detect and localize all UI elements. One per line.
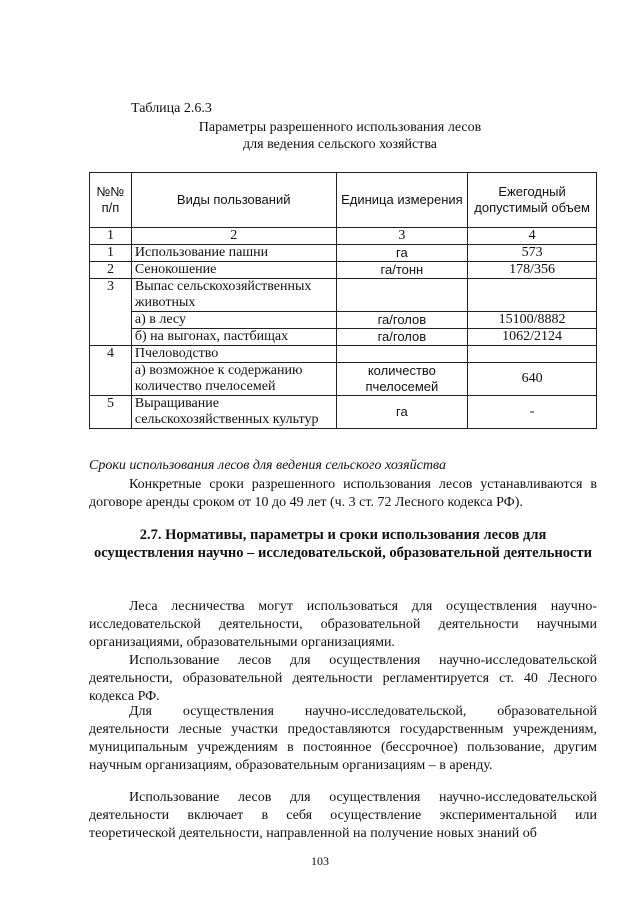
row-unit: количество пчелосемей xyxy=(336,363,468,396)
table-header-row xyxy=(90,173,597,228)
row-unit xyxy=(336,279,468,312)
paragraph-2: Использование лесов для осуществления научно-исследовательской деятельности, образовательной деятельности регламентируется ст. 40 Лесного кодекса РФ. xyxy=(89,653,597,704)
col-number-4: 4 xyxy=(468,228,597,245)
row-num xyxy=(90,312,132,329)
row-num: 3 xyxy=(90,279,132,312)
row-type: Пчеловодство xyxy=(131,346,336,363)
paragraph-terms: Конкретные сроки разрешенного использования лесов устанавливаются в договоре аренды сроком от 10 до 49 лет (ч. 3 ст. 72 Лесного кодекса РФ). xyxy=(89,477,597,510)
row-type: Сенокошение xyxy=(131,262,336,279)
row-volume: 178/356 xyxy=(468,262,597,279)
row-num: 5 xyxy=(90,396,132,429)
row-type: Выпас сельскохозяйственных животных xyxy=(131,279,336,312)
row-num xyxy=(90,329,132,346)
row-unit xyxy=(336,346,468,363)
row-num xyxy=(90,363,132,396)
row-unit: га/голов xyxy=(336,329,468,346)
paragraph-4: Использование лесов для осуществления научно-исследовательской деятельности включает в себя осуществление экспериментальной или теоретической деятельности, направленной на получение новых знаний об xyxy=(89,790,597,841)
row-volume xyxy=(468,346,597,363)
table-title-line1: Параметры разрешенного использования лесов xyxy=(198,120,482,135)
section-heading: 2.7. Нормативы, параметры и сроки использования лесов для осуществления научно – исследовательской, образовательной деятельности xyxy=(94,527,592,561)
row-unit: га xyxy=(336,245,468,262)
row-type: Выращивание сельскохозяйственных культур xyxy=(131,396,336,429)
row-volume: 640 xyxy=(468,363,597,396)
header-unit: Единица измерения xyxy=(336,173,468,228)
column-number-row xyxy=(90,228,597,245)
paragraph-3: Для осуществления научно-исследовательской, образовательной деятельности лесные участки предоставляются государственным учреждениям, муниципальным учреждениям в постоянное (бессрочное) пользование, другим научным организациям, образовательным организациям – в аренду. xyxy=(89,704,597,773)
row-type: а) возможное к содержанию количество пчелосемей xyxy=(131,363,336,396)
row-num: 1 xyxy=(90,245,132,262)
section-subtitle: Сроки использования лесов для ведения сельского хозяйства xyxy=(89,458,446,473)
table-row xyxy=(90,329,597,346)
row-type: Использование пашни xyxy=(131,245,336,262)
header-num: №№ п/п xyxy=(90,173,132,228)
row-type: а) в лесу xyxy=(131,312,336,329)
parameters-table xyxy=(89,172,597,429)
row-volume xyxy=(468,279,597,312)
table-row xyxy=(90,346,597,363)
col-number-3: 3 xyxy=(336,228,468,245)
row-num: 4 xyxy=(90,346,132,363)
table-row xyxy=(90,262,597,279)
table-row xyxy=(90,396,597,429)
row-unit: га xyxy=(336,396,468,429)
table-caption: Таблица 2.6.3 xyxy=(131,101,212,116)
header-type: Виды пользований xyxy=(131,173,336,228)
table-row xyxy=(90,363,597,396)
row-volume: 573 xyxy=(468,245,597,262)
header-volume: Ежегодный допустимый объем xyxy=(468,173,597,228)
paragraph-1: Леса лесничества могут использоваться для осуществления научно-исследовательской деятельности, образовательной деятельности научными организациями, образовательными организациями. xyxy=(89,599,597,650)
table-title-line2: для ведения сельского хозяйства xyxy=(243,137,437,152)
table-row xyxy=(90,245,597,262)
row-type: б) на выгонах, пастбищах xyxy=(131,329,336,346)
col-number-2: 2 xyxy=(131,228,336,245)
table-row xyxy=(90,312,597,329)
table-row xyxy=(90,279,597,312)
row-volume: 15100/8882 xyxy=(468,312,597,329)
col-number-1: 1 xyxy=(90,228,132,245)
row-num: 2 xyxy=(90,262,132,279)
row-volume: - xyxy=(468,396,597,429)
page-number: 103 xyxy=(311,854,329,868)
row-volume: 1062/2124 xyxy=(468,329,597,346)
row-unit: га/тонн xyxy=(336,262,468,279)
row-unit: га/голов xyxy=(336,312,468,329)
